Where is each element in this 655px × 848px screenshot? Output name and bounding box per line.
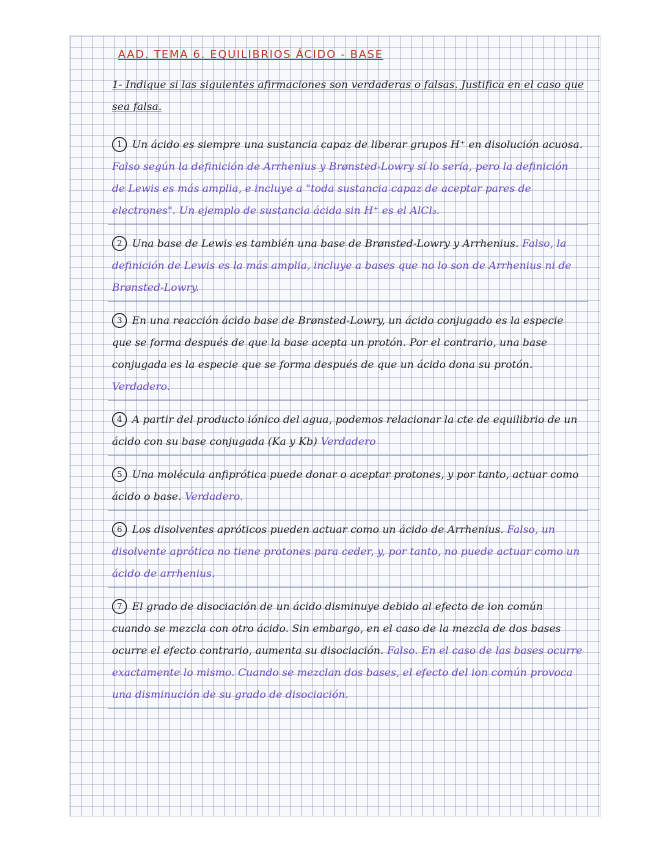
statement-item <box>108 231 588 302</box>
statement-number: 6 <box>112 522 127 537</box>
statement-text: Los disolventes apróticos pueden actuar como un ácido de Arrhenius. <box>132 524 504 536</box>
statement-number: 4 <box>112 412 127 427</box>
statement-number: 2 <box>112 236 127 251</box>
notes-body <box>108 74 588 715</box>
question-text: 1- Indique si las siguientes afirmaciones son verdaderas o falsas. Justifica en el caso que sea falsa. <box>112 79 584 113</box>
statement-item <box>108 308 588 401</box>
statement-item <box>108 132 588 225</box>
statement-text: En una reacción ácido base de Brønsted-Lowry, un ácido conjugado es la especie que se forma después de que la base acepta un protón. Por el contrario, una base conjugada es la especie que se forma después de que un ácido dona su protón. <box>112 315 564 371</box>
statement-answer: Falso. En el caso de las bases ocurre exactamente lo mismo. Cuando se mezclan dos bases, el efecto del ion común provoca una disminución de su grado de disociación. <box>112 645 583 701</box>
statement-number: 7 <box>112 599 127 614</box>
statement-answer: Falso, un disolvente aprótico no tiene protones para ceder, y, por tanto, no puede actuar como un ácido de arrhenius. <box>112 524 580 580</box>
statement-text: El grado de disociación de un ácido disminuye debido al efecto de ion común cuando se mezcla con otro ácido. Sin embargo, en el caso de la mezcla de dos bases ocurre el efecto contrario, aumenta su disociación. <box>112 601 561 657</box>
page-title: AAD. TEMA 6. EQUILIBRIOS ÁCIDO - BASE <box>118 48 384 61</box>
statement-answer: Verdadero. <box>112 381 171 393</box>
statement-item <box>108 594 588 709</box>
statement-answer: Falso según la definición de Arrhenius y Brønsted-Lowry sí lo sería, pero la definición de Lewis es más amplia, e incluye a "toda sustancia capaz de aceptar pares de electrones". Un ejemplo de sustancia ácida sin H⁺ es el AlCl₃. <box>112 161 569 217</box>
statement-number: 5 <box>112 467 127 482</box>
question-prompt <box>108 74 588 118</box>
statement-item <box>108 462 588 511</box>
statement-item <box>108 407 588 456</box>
statement-item <box>108 517 588 588</box>
statement-number: 3 <box>112 313 127 328</box>
statement-text: Un ácido es siempre una sustancia capaz de liberar grupos H⁺ en disolución acuosa. <box>132 139 583 151</box>
statement-text: Una molécula anfiprótica puede donar o aceptar protones, y por tanto, actuar como ácido o base. <box>112 469 579 503</box>
statement-answer: Verdadero <box>320 436 376 448</box>
statement-number: 1 <box>112 137 127 152</box>
statement-text: Una base de Lewis es también una base de Brønsted-Lowry y Arrhenius. <box>132 238 519 250</box>
statement-answer: Verdadero. <box>184 491 244 503</box>
statement-text: A partir del producto iónico del agua, podemos relacionar la cte de equilibrio de un ácido con su base conjugada (Ka y Kb) <box>112 414 578 448</box>
statement-answer: Falso, la definición de Lewis es la más amplia, incluye a bases que no lo son de Arrhenius ni de Brønsted-Lowry. <box>112 238 572 294</box>
